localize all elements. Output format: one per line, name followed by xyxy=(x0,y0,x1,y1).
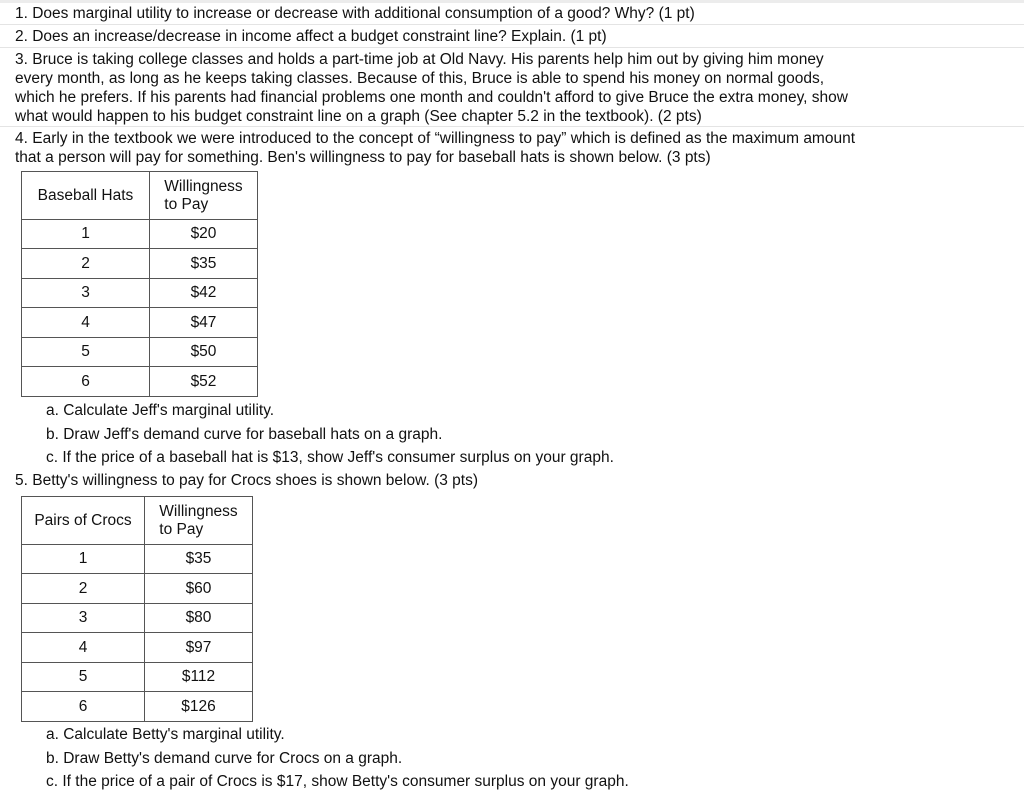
question-divider xyxy=(0,24,1024,25)
question-1: 1. Does marginal utility to increase or decrease with additional consumption of a good? Why? (1 pt) xyxy=(15,5,695,22)
table-header-row xyxy=(22,172,258,220)
table-cell-price: $50 xyxy=(150,338,258,367)
table-row xyxy=(22,367,258,397)
table-row xyxy=(22,604,253,633)
q5-subpart-b: b. Draw Betty's demand curve for Crocs on a graph. xyxy=(46,750,403,767)
table-cell-price: $52 xyxy=(150,367,258,397)
question-3-line-3: which he prefers. If his parents had financial problems one month and couldn't afford to give Bruce the extra money, show xyxy=(15,89,848,106)
table-header-willingness xyxy=(145,497,253,545)
table-cell-price: $97 xyxy=(145,633,253,663)
table-row xyxy=(22,279,258,308)
table-cell-quantity: 5 xyxy=(22,663,145,692)
table-cell-price: $20 xyxy=(150,220,258,249)
table-header-willingness xyxy=(150,172,258,220)
q4-subpart-b: b. Draw Jeff's demand curve for baseball hats on a graph. xyxy=(46,426,443,443)
table-cell-price: $112 xyxy=(145,663,253,692)
table-header-willingness-line-1: Willingness xyxy=(159,502,238,520)
table-row xyxy=(22,545,253,574)
table-header-row xyxy=(22,497,253,545)
table-header-quantity: Pairs of Crocs xyxy=(22,497,145,545)
table-row xyxy=(22,663,253,692)
table-cell-quantity: 5 xyxy=(22,338,150,367)
question-5: 5. Betty's willingness to pay for Crocs shoes is shown below. (3 pts) xyxy=(15,472,478,489)
question-divider xyxy=(0,126,1024,127)
question-3-line-1: 3. Bruce is taking college classes and holds a part-time job at Old Navy. His parents help him out by giving him money xyxy=(15,51,824,68)
q4-subpart-a: a. Calculate Jeff's marginal utility. xyxy=(46,402,275,419)
table-cell-quantity: 1 xyxy=(22,220,150,249)
table-cell-price: $60 xyxy=(145,574,253,604)
question-2: 2. Does an increase/decrease in income affect a budget constraint line? Explain. (1 pt) xyxy=(15,28,607,45)
table-header-willingness-line-2: to Pay xyxy=(164,195,209,213)
table-cell-quantity: 1 xyxy=(22,545,145,574)
table-row xyxy=(22,220,258,249)
table-cell-quantity: 2 xyxy=(22,249,150,279)
table-cell-price: $80 xyxy=(145,604,253,633)
table-cell-quantity: 3 xyxy=(22,604,145,633)
q5-subpart-a: a. Calculate Betty's marginal utility. xyxy=(46,726,285,743)
baseball-hats-table xyxy=(21,171,258,397)
table-cell-price: $47 xyxy=(150,308,258,338)
crocs-table xyxy=(21,496,253,722)
table-cell-quantity: 6 xyxy=(22,367,150,397)
table-cell-quantity: 4 xyxy=(22,308,150,338)
table-cell-quantity: 2 xyxy=(22,574,145,604)
table-cell-quantity: 6 xyxy=(22,692,145,722)
question-3-line-4: what would happen to his budget constraint line on a graph (See chapter 5.2 in the textbook). (2 pts) xyxy=(15,108,702,125)
table-row xyxy=(22,633,253,663)
table-cell-quantity: 4 xyxy=(22,633,145,663)
table-header-willingness-line-2: to Pay xyxy=(159,520,204,538)
table-header-willingness-line-1: Willingness xyxy=(164,177,243,195)
top-border xyxy=(0,0,1024,3)
question-divider xyxy=(0,47,1024,48)
table-cell-price: $35 xyxy=(150,249,258,279)
table-row xyxy=(22,308,258,338)
question-4-line-2: that a person will pay for something. Ben's willingness to pay for baseball hats is shown below. (3 pts) xyxy=(15,149,711,166)
q5-subpart-c: c. If the price of a pair of Crocs is $17, show Betty's consumer surplus on your graph. xyxy=(46,773,629,790)
table-row xyxy=(22,692,253,722)
table-cell-quantity: 3 xyxy=(22,279,150,308)
table-row xyxy=(22,249,258,279)
table-cell-price: $35 xyxy=(145,545,253,574)
table-row xyxy=(22,338,258,367)
table-row xyxy=(22,574,253,604)
question-3-line-2: every month, as long as he keeps taking classes. Because of this, Bruce is able to spend his money on normal goods, xyxy=(15,70,825,87)
table-cell-price: $42 xyxy=(150,279,258,308)
table-cell-price: $126 xyxy=(145,692,253,722)
question-4-line-1: 4. Early in the textbook we were introduced to the concept of “willingness to pay” which is defined as the maximum amount xyxy=(15,130,856,147)
q4-subpart-c: c. If the price of a baseball hat is $13, show Jeff's consumer surplus on your graph. xyxy=(46,449,614,466)
table-header-quantity: Baseball Hats xyxy=(22,172,150,220)
